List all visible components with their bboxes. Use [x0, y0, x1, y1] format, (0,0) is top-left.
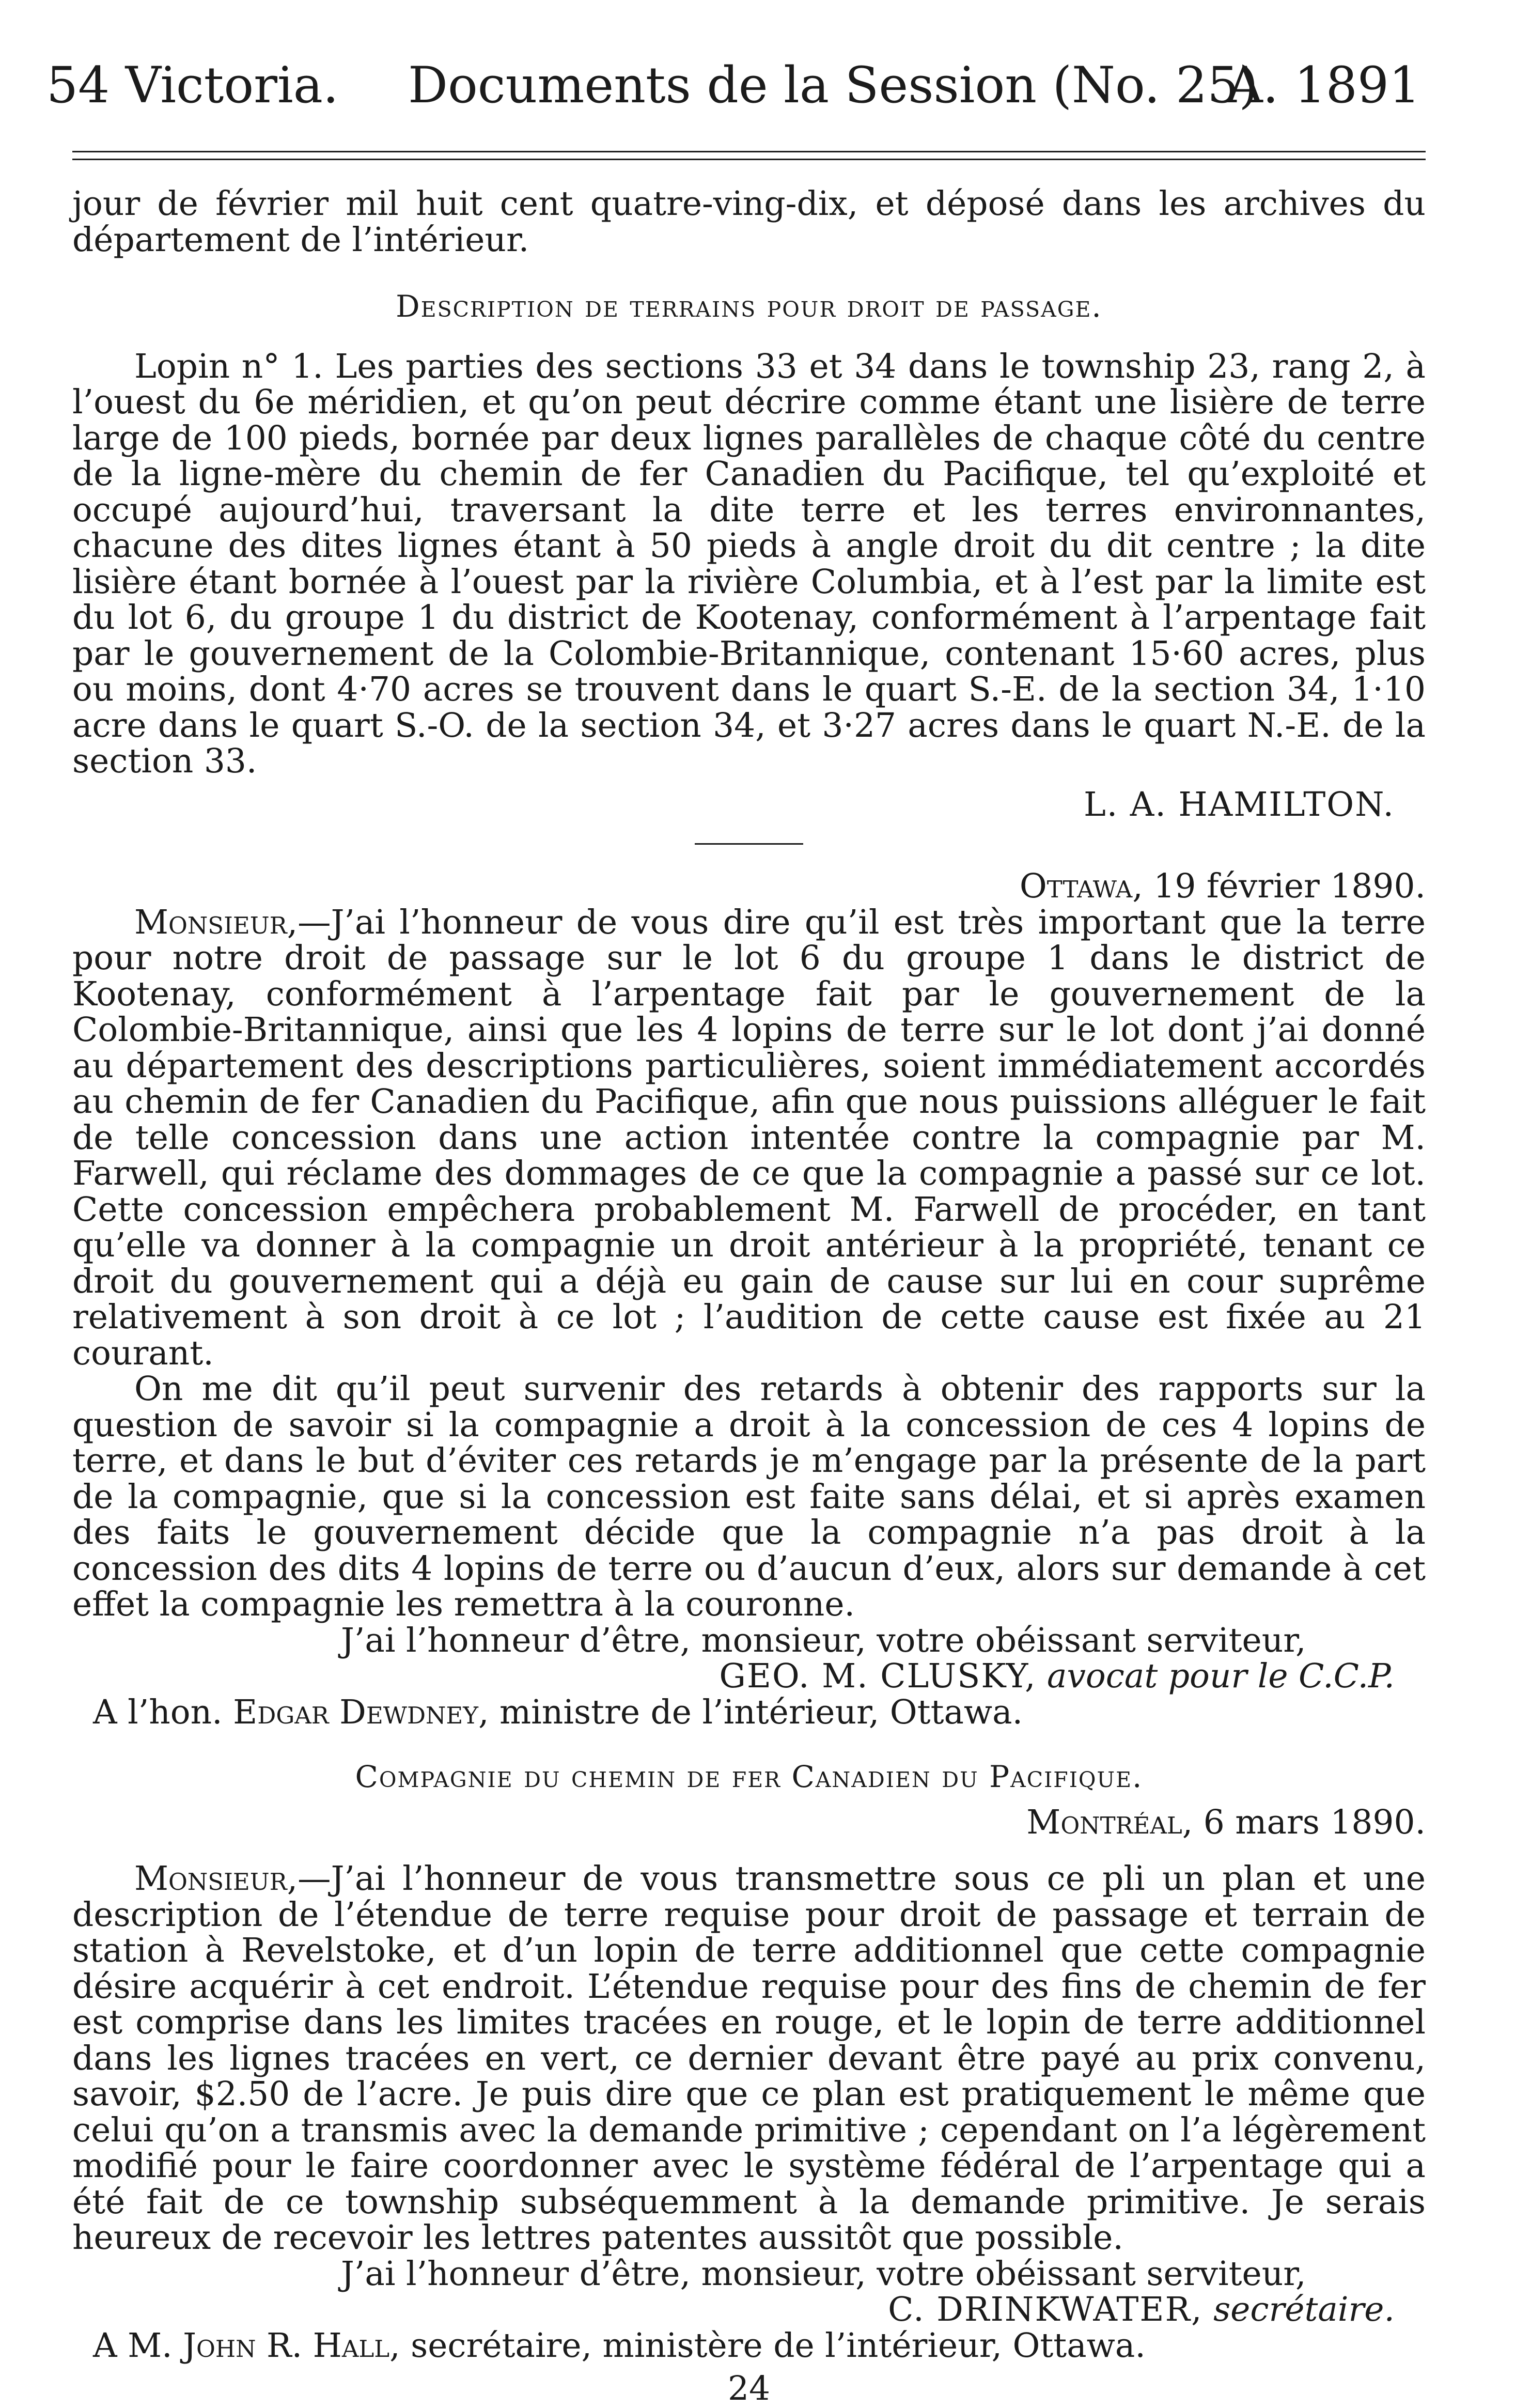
letter1-paragraph-2: On me dit qu’il peut survenir des retards à obtenir des rapports sur la question de savoir si la compagnie a droit à la concession de ces 4 lopins de terre, et dans le but d’éviter ces retards je m’engage par la présente de la part de la compagnie, que si la concession est faite sans délai, et si après examen des faits le gouvernement décide que la compagnie n’a pas droit à la concession des dits 4 lopins de terre ou d’aucun d’eux, alors sur demande à cet effet la compagnie les remettra à la couronne. [72, 1370, 1426, 1624]
letter1-signer: GEO. M. CLUSKY, [719, 1657, 1037, 1696]
running-head-year: A. 1891 [1227, 56, 1420, 114]
letter2-date: 6 mars 1890. [1203, 1803, 1426, 1842]
letter1-salutation: Monsieur, [134, 903, 298, 942]
letter2-paragraph [72, 1861, 1426, 2256]
letter2-signer: C. DRINKWATER, [888, 2290, 1203, 2329]
letter1-signature [72, 1658, 1426, 1695]
letter1-place: Ottawa, [1019, 867, 1143, 906]
page-number: 24 [727, 2369, 771, 2408]
running-head [46, 52, 1420, 119]
page-body [72, 186, 1426, 2407]
letter1-addressee-name: Edgar Dewdney, [233, 1692, 489, 1732]
letter2-addressee-rest: secrétaire, ministère de l’intérieur, Ottawa. [411, 2326, 1146, 2365]
letter1-paragraph-1 [72, 905, 1426, 1372]
section-divider-rule [695, 843, 803, 845]
letter1-closing: J’ai l’honneur d’être, monsieur, votre obéissant serviteur, [341, 1621, 1306, 1660]
section-heading-company: Compagnie du chemin de fer Canadien du Pacifique. [355, 1759, 1143, 1794]
letter1-dateline [72, 868, 1426, 905]
letter2-body: —J’ai l’honneur de vous transmettre sous ce pli un plan et une description de l’étendue de terre requise pour droit de passage et terrain de station à Revelstoke, et d’un lopin de terre additionnel que cette compagnie désire acquérir à cet endroit. L’étendue requise pour des fins de chemin de fer est comprise dans les limites tracées en rouge, et le lopin de terre additionnel dans les lignes tracées en vert, ce dernier devant être payé au prix convenu, savoir, $2.50 de l’acre. Je puis dire que ce plan est pratiquement le même que celui qu’on a transmis avec la demande primitive ; cependant on l’a légèrement modifié pour le faire coordonner avec le système fédéral de l’arpentage qui a été fait de ce township subséquemment à la demande primitive. Je serais heureux de recevoir les lettres patentes aussitôt que possible. [72, 1859, 1426, 2257]
letter1-addressee [72, 1692, 1426, 1732]
section-heading-description: Description de terrains pour droit de passage. [396, 289, 1102, 324]
continuation-paragraph: jour de février mil huit cent quatre-ving-dix, et déposé dans les archives du département de l’intérieur. [72, 184, 1426, 259]
letter2-signer-title: secrétaire. [1213, 2290, 1395, 2329]
letter2-signature [72, 2292, 1426, 2328]
letter1-body-1: —J’ai l’honneur de vous dire qu’il est très important que la terre pour notre droit de passage sur le lot 6 du groupe 1 dans le district de Kootenay, conformément à l’arpentage fait par le gouvernement de la Colombie-Britannique, ainsi que les 4 lopins de terre sur le lot dont j’ai donné au département des descriptions particulières, soient immédiatement accordés au chemin de fer Canadien du Pacifique, afin que nous puissions alléguer le fait de telle concession dans une action intentée contre la compagnie par M. Farwell, qui réclame des dommages de ce que la compagnie a passé sur ce lot. Cette concession empêchera probablement M. Farwell de procéder, en tant qu’elle va donner à la compagnie un droit antérieur à la propriété, tenant ce droit du gouvernement qui a déjà eu gain de cause sur lui en cour suprême relativement à son droit à ce lot ; l’audition de cette cause est fixée au 21 courant. [72, 903, 1426, 1373]
signature-hamilton: L. A. HAMILTON. [1083, 785, 1395, 824]
letter1-addressee-rest: ministre de l’intérieur, Ottawa. [499, 1692, 1023, 1732]
letter2-addressee-name: John R. Hall, [183, 2326, 400, 2365]
header-double-rule [72, 151, 1426, 160]
lopin-description-paragraph: Lopin n° 1. Les parties des sections 33 et 34 dans le township 23, rang 2, à l’ouest du 6e méridien, et qu’on peut décrire comme étant une lisière de terre large de 100 pieds, bornée par deux lignes parallèles de chaque côté du centre de la ligne-mère du chemin de fer Canadien du Pacifique, tel qu’exploité et occupé aujourd’hui, traversant la dite terre et les terres environnantes, chacune des dites lignes étant à 50 pieds à angle droit du dit centre ; la dite lisière étant bornée à l’ouest par la rivière Columbia, et à l’est par la limite est du lot 6, du groupe 1 du district de Kootenay, conformément à l’arpentage fait par le gouvernement de la Colombie-Britannique, contenant 15·60 acres, plus ou moins, dont 4·70 acres se trouvent dans le quart S.-E. de la section 34, 1·10 acre dans le quart S.-O. de la section 34, et 3·27 acres dans le quart N.-E. de la section 33. [72, 347, 1426, 781]
letter2-addressee-prefix: A M. [93, 2326, 173, 2365]
letter2-closing: J’ai l’honneur d’être, monsieur, votre obéissant serviteur, [341, 2254, 1306, 2293]
letter1-addressee-prefix: A l’hon. [93, 1692, 223, 1732]
letter2-dateline [72, 1805, 1426, 1841]
letter2-salutation: Monsieur, [134, 1859, 298, 1898]
letter1-signer-title: avocat pour le C.C.P. [1047, 1657, 1395, 1696]
letter2-addressee [72, 2328, 1426, 2364]
letter2-place: Montréal, [1026, 1803, 1193, 1842]
running-head-volume: 54 Victoria. [46, 56, 339, 114]
running-head-title: Documents de la Session (No. 25) [408, 56, 1258, 114]
letter1-date: 19 février 1890. [1153, 867, 1426, 906]
